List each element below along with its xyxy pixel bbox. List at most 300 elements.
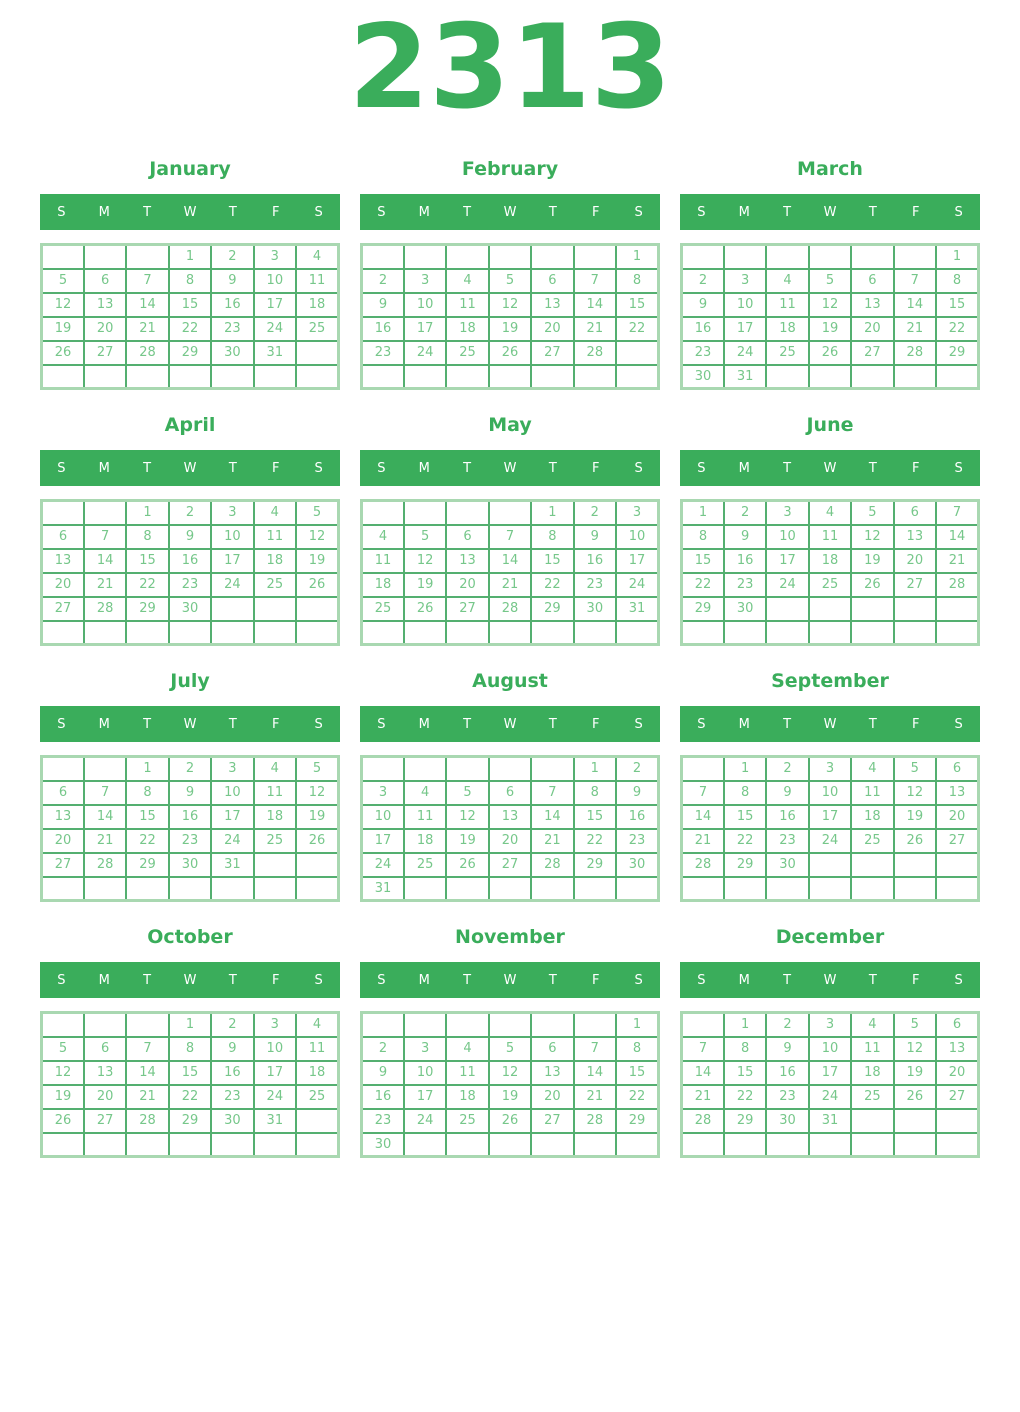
weekday-label: W [503,972,517,988]
week-row [362,269,659,293]
empty-day-cell [809,1133,851,1157]
day-cell: 1 [616,1013,658,1037]
day-cell: 23 [362,1109,404,1133]
day-cell: 10 [809,781,851,805]
day-cell: 3 [724,269,766,293]
empty-day-cell [616,1133,658,1157]
day-cell: 21 [531,829,573,853]
month-june [680,412,980,646]
weekday-label: T [548,972,557,988]
empty-day-cell [84,1133,126,1157]
month-days-table [680,755,980,902]
day-cell: 19 [296,805,338,829]
day-cell: 4 [296,1013,338,1037]
week-row [682,501,979,525]
day-cell: 11 [446,1061,488,1085]
day-cell: 25 [851,1085,893,1109]
day-cell: 3 [616,501,658,525]
weekday-label: F [911,972,920,988]
week-row [362,781,659,805]
day-cell: 10 [211,525,253,549]
empty-day-cell [296,1133,338,1157]
weekday-label: M [738,460,750,476]
day-cell: 6 [84,1037,126,1061]
day-cell: 16 [211,293,253,317]
day-cell: 8 [126,781,168,805]
day-cell: 28 [574,341,616,365]
day-cell: 23 [724,573,766,597]
day-cell: 24 [809,829,851,853]
empty-day-cell [766,365,808,389]
day-cell: 15 [531,549,573,573]
weekday-label: S [697,972,706,988]
empty-day-cell [169,365,211,389]
day-cell: 23 [682,341,724,365]
weekday-label: T [868,204,877,220]
day-cell: 18 [254,549,296,573]
day-cell: 26 [894,829,936,853]
week-row [682,1061,979,1085]
week-row [42,245,339,269]
weekday-label: S [377,460,386,476]
day-cell: 4 [404,781,446,805]
weekday-label: S [57,460,66,476]
empty-day-cell [894,1109,936,1133]
day-cell: 4 [851,757,893,781]
week-row [42,1133,339,1157]
month-days-table [360,499,660,646]
month-title: September [771,670,889,692]
day-cell: 4 [254,501,296,525]
week-row [682,341,979,365]
day-cell: 6 [446,525,488,549]
weekday-header-row [680,962,980,998]
day-cell: 10 [809,1037,851,1061]
day-cell: 17 [404,317,446,341]
day-cell: 31 [616,597,658,621]
weekday-label: S [954,716,963,732]
month-days-table [680,1011,980,1158]
day-cell: 28 [126,341,168,365]
week-row [362,365,659,389]
day-cell: 27 [84,341,126,365]
day-cell: 29 [169,1109,211,1133]
day-cell: 18 [851,805,893,829]
weekday-header-row [680,706,980,742]
day-cell: 7 [574,269,616,293]
day-cell: 15 [169,293,211,317]
empty-day-cell [809,621,851,645]
day-cell: 13 [446,549,488,573]
weekday-label: M [98,716,110,732]
weekday-header-row [40,706,340,742]
empty-day-cell [574,365,616,389]
day-cell: 18 [446,1085,488,1109]
weekday-label: F [271,460,280,476]
day-cell: 15 [126,805,168,829]
week-row [362,341,659,365]
weekday-label: S [634,716,643,732]
day-cell: 25 [296,1085,338,1109]
day-cell: 22 [724,829,766,853]
day-cell: 19 [404,573,446,597]
empty-day-cell [724,1133,766,1157]
day-cell: 14 [574,1061,616,1085]
weekday-label: W [183,204,197,220]
week-row [682,757,979,781]
day-cell: 1 [169,1013,211,1037]
weekday-header-row [40,194,340,230]
day-cell: 6 [42,525,84,549]
empty-day-cell [894,597,936,621]
weekday-label: S [314,972,323,988]
empty-day-cell [574,877,616,901]
week-row [682,1013,979,1037]
weekday-label: T [228,972,237,988]
empty-day-cell [404,1013,446,1037]
day-cell: 29 [126,853,168,877]
week-row [682,597,979,621]
day-cell: 3 [809,757,851,781]
month-days-table [40,755,340,902]
day-cell: 21 [84,829,126,853]
day-cell: 22 [126,573,168,597]
empty-day-cell [84,877,126,901]
empty-day-cell [254,597,296,621]
day-cell: 8 [574,781,616,805]
week-row [362,501,659,525]
day-cell: 13 [42,549,84,573]
weekday-label: T [548,716,557,732]
day-cell: 25 [254,829,296,853]
weekday-label: M [98,460,110,476]
day-cell: 14 [84,805,126,829]
week-row [362,245,659,269]
empty-day-cell [766,597,808,621]
empty-day-cell [254,621,296,645]
month-days-table [680,499,980,646]
empty-day-cell [809,365,851,389]
empty-day-cell [42,1013,84,1037]
day-cell: 2 [169,757,211,781]
weekday-label: M [418,204,430,220]
week-row [42,877,339,901]
day-cell: 20 [84,317,126,341]
day-cell: 8 [169,269,211,293]
day-cell: 30 [766,853,808,877]
day-cell: 20 [894,549,936,573]
day-cell: 27 [42,853,84,877]
day-cell: 16 [362,317,404,341]
empty-day-cell [446,1013,488,1037]
day-cell: 29 [724,853,766,877]
weekday-label: F [911,460,920,476]
empty-day-cell [682,245,724,269]
empty-day-cell [446,877,488,901]
day-cell: 19 [42,1085,84,1109]
day-cell: 22 [169,317,211,341]
day-cell: 22 [616,1085,658,1109]
day-cell: 12 [296,525,338,549]
empty-day-cell [531,877,573,901]
day-cell: 17 [404,1085,446,1109]
month-october [40,924,340,1158]
day-cell: 11 [851,1037,893,1061]
empty-day-cell [936,1133,978,1157]
week-row [362,1037,659,1061]
day-cell: 21 [574,317,616,341]
day-cell: 20 [936,1061,978,1085]
day-cell: 6 [894,501,936,525]
month-days-table [680,243,980,390]
day-cell: 27 [936,1085,978,1109]
day-cell: 2 [362,269,404,293]
empty-day-cell [616,365,658,389]
day-cell: 12 [446,805,488,829]
month-title: June [806,414,854,436]
empty-day-cell [489,245,531,269]
empty-day-cell [851,621,893,645]
day-cell: 19 [894,805,936,829]
month-september [680,668,980,902]
empty-day-cell [724,621,766,645]
weekday-label: F [911,716,920,732]
empty-day-cell [682,621,724,645]
day-cell: 27 [489,853,531,877]
weekday-label: W [183,972,197,988]
week-row [42,1109,339,1133]
month-days-table [40,243,340,390]
weekday-label: W [503,716,517,732]
empty-day-cell [126,245,168,269]
day-cell: 14 [531,805,573,829]
day-cell: 22 [936,317,978,341]
empty-day-cell [766,1133,808,1157]
week-row [682,621,979,645]
weekday-label: T [143,204,152,220]
day-cell: 1 [126,757,168,781]
weekday-label: W [503,204,517,220]
day-cell: 20 [42,829,84,853]
weekday-header-row [680,450,980,486]
day-cell: 14 [936,525,978,549]
month-title: February [461,158,559,180]
month-title: May [488,414,532,436]
empty-day-cell [936,853,978,877]
weekday-label: M [98,204,110,220]
day-cell: 8 [616,1037,658,1061]
month-april [40,412,340,646]
day-cell: 4 [254,757,296,781]
day-cell: 21 [894,317,936,341]
day-cell: 2 [766,757,808,781]
empty-day-cell [531,365,573,389]
day-cell: 3 [809,1013,851,1037]
day-cell: 5 [42,269,84,293]
day-cell: 6 [489,781,531,805]
week-row [362,1109,659,1133]
day-cell: 26 [296,573,338,597]
day-cell: 23 [362,341,404,365]
day-cell: 29 [724,1109,766,1133]
week-row [682,365,979,389]
weekday-label: T [463,716,472,732]
weekday-label: T [783,204,792,220]
day-cell: 10 [616,525,658,549]
day-cell: 3 [211,501,253,525]
day-cell: 11 [851,781,893,805]
month-march [680,156,980,390]
day-cell: 18 [296,293,338,317]
empty-day-cell [851,877,893,901]
weekday-label: S [377,716,386,732]
empty-day-cell [531,621,573,645]
week-row [682,853,979,877]
empty-day-cell [404,757,446,781]
empty-day-cell [724,877,766,901]
day-cell: 17 [724,317,766,341]
day-cell: 30 [169,853,211,877]
day-cell: 2 [766,1013,808,1037]
day-cell: 24 [616,573,658,597]
empty-day-cell [362,501,404,525]
day-cell: 29 [616,1109,658,1133]
day-cell: 18 [296,1061,338,1085]
weekday-label: S [954,972,963,988]
day-cell: 1 [724,757,766,781]
weekday-label: F [271,204,280,220]
empty-day-cell [936,877,978,901]
week-row [42,829,339,853]
day-cell: 22 [682,573,724,597]
week-row [362,293,659,317]
day-cell: 23 [766,1085,808,1109]
day-cell: 12 [851,525,893,549]
empty-day-cell [84,501,126,525]
day-cell: 28 [682,853,724,877]
week-row [42,549,339,573]
day-cell: 31 [724,365,766,389]
empty-day-cell [894,621,936,645]
weekday-label: T [783,972,792,988]
month-august [360,668,660,902]
empty-day-cell [362,245,404,269]
day-cell: 5 [809,269,851,293]
empty-day-cell [404,1133,446,1157]
day-cell: 28 [894,341,936,365]
day-cell: 22 [724,1085,766,1109]
empty-day-cell [42,877,84,901]
empty-day-cell [574,1133,616,1157]
month-july [40,668,340,902]
empty-day-cell [531,1013,573,1037]
empty-day-cell [682,877,724,901]
day-cell: 14 [126,293,168,317]
day-cell: 26 [42,341,84,365]
day-cell: 21 [682,1085,724,1109]
empty-day-cell [446,501,488,525]
empty-day-cell [296,1109,338,1133]
day-cell: 17 [211,805,253,829]
day-cell: 10 [254,269,296,293]
empty-day-cell [894,853,936,877]
day-cell: 10 [766,525,808,549]
day-cell: 30 [169,597,211,621]
day-cell: 5 [446,781,488,805]
day-cell: 29 [169,341,211,365]
day-cell: 22 [531,573,573,597]
empty-day-cell [936,597,978,621]
empty-day-cell [851,245,893,269]
day-cell: 15 [574,805,616,829]
day-cell: 18 [809,549,851,573]
day-cell: 2 [682,269,724,293]
day-cell: 5 [42,1037,84,1061]
day-cell: 27 [531,341,573,365]
weekday-label: T [548,204,557,220]
empty-day-cell [126,1013,168,1037]
day-cell: 14 [574,293,616,317]
day-cell: 25 [404,853,446,877]
weekday-label: M [418,460,430,476]
weekday-label: T [868,460,877,476]
week-row [362,597,659,621]
weekday-label: S [954,204,963,220]
day-cell: 14 [682,1061,724,1085]
empty-day-cell [42,1133,84,1157]
day-cell: 20 [851,317,893,341]
day-cell: 18 [404,829,446,853]
day-cell: 29 [531,597,573,621]
day-cell: 8 [616,269,658,293]
day-cell: 5 [404,525,446,549]
day-cell: 4 [766,269,808,293]
day-cell: 17 [211,549,253,573]
day-cell: 17 [809,805,851,829]
week-row [682,829,979,853]
week-row [682,549,979,573]
day-cell: 15 [616,293,658,317]
day-cell: 19 [489,1085,531,1109]
month-days-table [40,499,340,646]
day-cell: 30 [682,365,724,389]
month-may [360,412,660,646]
week-row [362,525,659,549]
week-row [362,877,659,901]
day-cell: 25 [766,341,808,365]
weekday-label: F [271,716,280,732]
day-cell: 30 [211,1109,253,1133]
week-row [362,1133,659,1157]
day-cell: 10 [362,805,404,829]
weekday-label: S [634,460,643,476]
day-cell: 7 [531,781,573,805]
day-cell: 12 [894,781,936,805]
weekday-label: M [738,204,750,220]
day-cell: 23 [211,317,253,341]
day-cell: 26 [404,597,446,621]
weekday-label: S [377,972,386,988]
day-cell: 20 [84,1085,126,1109]
empty-day-cell [682,1133,724,1157]
day-cell: 30 [724,597,766,621]
day-cell: 11 [254,525,296,549]
day-cell: 28 [531,853,573,877]
empty-day-cell [851,365,893,389]
day-cell: 14 [682,805,724,829]
empty-day-cell [84,621,126,645]
month-january [40,156,340,390]
